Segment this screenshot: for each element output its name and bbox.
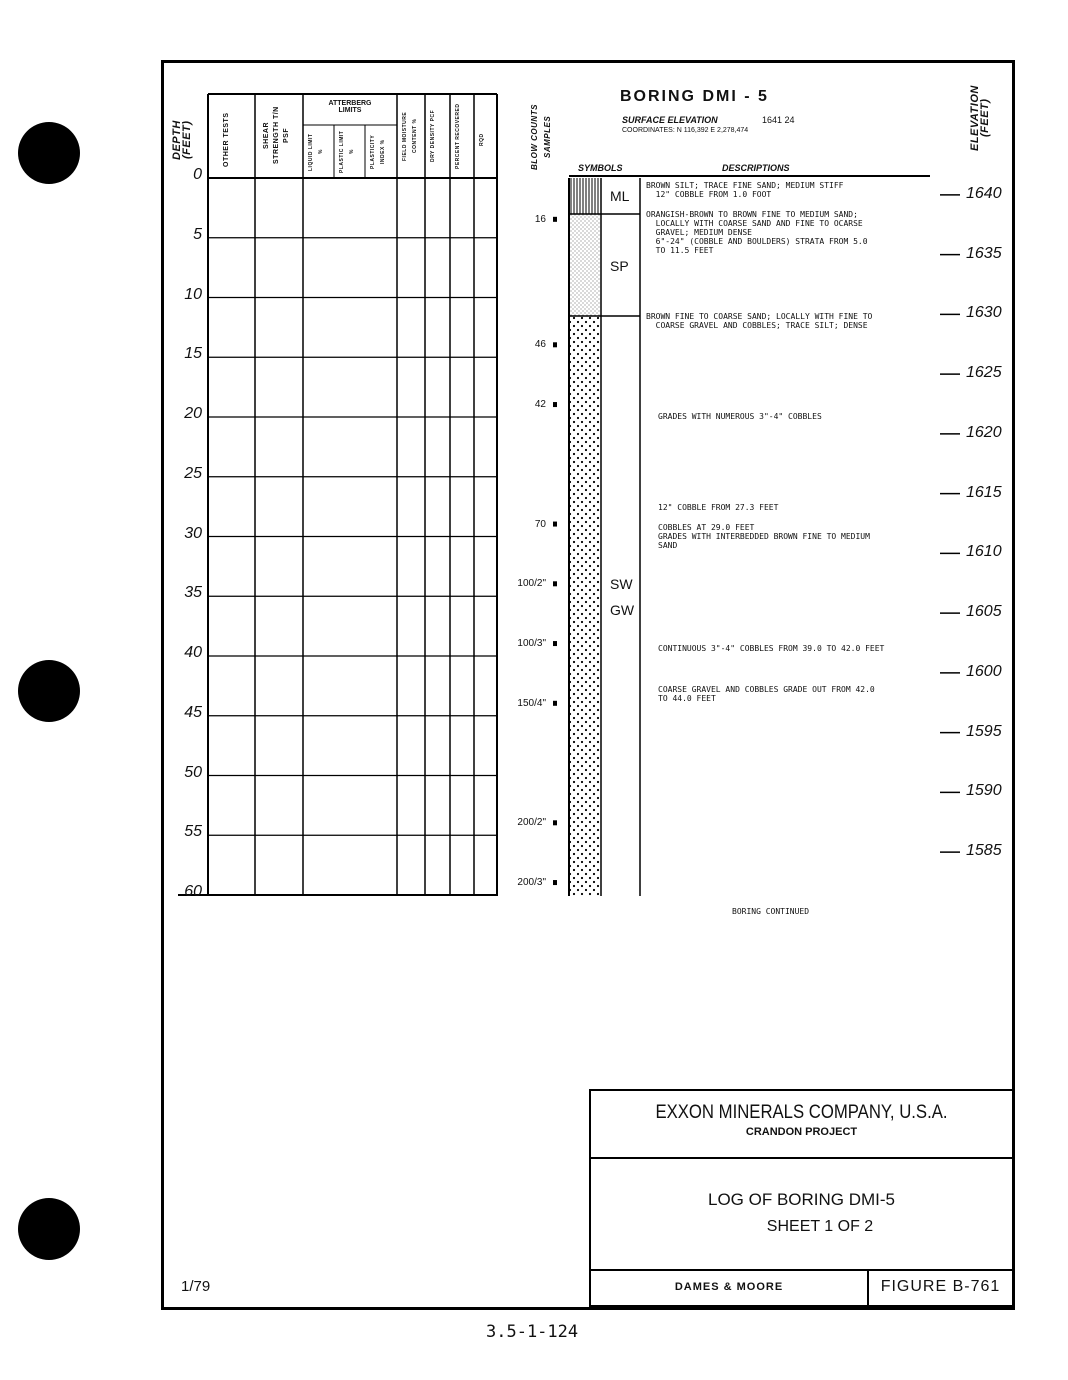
percent-recovered-header: PERCENT RECOVERED (455, 103, 461, 169)
sample-mark (553, 820, 557, 825)
sample-mark (553, 581, 557, 586)
project-name: CRANDON PROJECT (745, 1126, 858, 1138)
atterberg-header: ATTERBERG LIMITS (328, 100, 372, 114)
sp-pattern (569, 214, 601, 316)
dry-density-header: DRY DENSITY PCF (430, 109, 436, 163)
blow-counts-header: BLOW COUNTS (530, 104, 539, 170)
depth-label: 55 (184, 823, 202, 841)
description-continuous: CONTINUOUS 3"-4" COBBLES FROM 39.0 TO 42.0 FEET (658, 644, 885, 653)
sample-mark (553, 217, 557, 222)
description-cobble-273: 12" COBBLE FROM 27.3 FEET (658, 503, 779, 512)
depth-label: 5 (193, 225, 202, 243)
coordinates: COORDINATES: N 116,392 E 2,278,474 (622, 127, 749, 134)
shear-strength-header: SHEAR STRENGTH T/N PSF (263, 106, 290, 164)
sheet-number: SHEET 1 OF 2 (766, 1218, 874, 1235)
sw-gw-pattern (569, 316, 601, 896)
liquid-limit-header: LIQUID LIMIT % (308, 133, 324, 171)
elevation-label: 1600 (966, 662, 1002, 680)
sample-mark (553, 342, 557, 347)
description-sp: ORANGISH-BROWN TO BROWN FINE TO MEDIUM SAND; LOCALLY WITH COARSE SAND AND FINE TO OCARSE GRAVEL; MEDIUM DENSE 6"-24" (COBBLE AND BOULDERS) STRATA FROM 5.0 TO 11.5 FEET (646, 210, 868, 255)
descriptions-header: DESCRIPTIONS (722, 163, 790, 173)
description-cobbles: GRADES WITH NUMEROUS 3"-4" COBBLES (658, 412, 822, 421)
blow-count: 42 (534, 399, 546, 411)
plasticity-index-header: PLASTICITY INDEX % (370, 134, 386, 170)
blow-count: 150/4" (517, 697, 546, 709)
symbol-ml: ML (610, 188, 630, 204)
description-sw: BROWN FINE TO COARSE SAND; LOCALLY WITH FINE TO COARSE GRAVEL AND COBBLES; TRACE SILT; DENSE (646, 312, 873, 330)
depth-label: 10 (184, 285, 202, 303)
elevation-header: ELEVATION (FEET) (969, 85, 991, 151)
blow-count: 16 (534, 213, 546, 225)
company-name: EXXON MINERALS COMPANY, U.S.A. (655, 1102, 948, 1123)
elevation-label: 1615 (966, 483, 1002, 501)
rqd-header: RQD (479, 133, 485, 147)
depth-label: 35 (184, 584, 202, 602)
elevation-label: 1590 (966, 782, 1002, 800)
figure-number: FIGURE B-761 (880, 1278, 1001, 1295)
ml-pattern (569, 178, 601, 214)
blow-count: 200/3" (517, 877, 546, 889)
description-cobbles-290: COBBLES AT 29.0 FEET GRADES WITH INTERBEDDED BROWN FINE TO MEDIUM SAND (658, 523, 870, 550)
log-title: LOG OF BORING DMI-5 (707, 1190, 896, 1209)
surface-elevation-label: SURFACE ELEVATION (622, 115, 718, 125)
elevation-label: 1620 (966, 423, 1002, 441)
samples-header: SAMPLES (543, 115, 552, 159)
sample-mark (553, 522, 557, 527)
depth-label: 45 (184, 703, 202, 721)
blow-count: 200/2" (517, 817, 546, 829)
sample-mark (553, 880, 557, 885)
description-grade-out: COARSE GRAVEL AND COBBLES GRADE OUT FROM 42.0 TO 44.0 FEET (658, 685, 875, 703)
plastic-limit-header: PLASTIC LIMIT % (339, 130, 355, 174)
blow-count: 46 (534, 339, 546, 351)
elevation-label: 1595 (966, 722, 1002, 740)
depth-label: 30 (184, 524, 202, 542)
depth-label: 0 (193, 166, 202, 183)
elevation-label: 1640 (966, 184, 1002, 202)
symbols-header: SYMBOLS (578, 163, 623, 173)
elevation-label: 1610 (966, 543, 1002, 561)
depth-label: 15 (184, 345, 202, 363)
symbol-sw: SW (610, 576, 633, 592)
firm-name: DAMES & MOORE (674, 1281, 784, 1293)
depth-label: 60 (184, 883, 202, 900)
sample-mark (553, 641, 557, 646)
field-moisture-header: FIELD MOISTURE CONTENT % (402, 111, 418, 161)
blow-count: 100/3" (517, 638, 546, 650)
blow-count: 100/2" (517, 578, 546, 590)
page-number: 3.5-1-124 (486, 1322, 579, 1342)
depth-label: 20 (184, 405, 202, 422)
surface-elevation-value: 1641 24 (762, 115, 795, 125)
elevation-label: 1635 (966, 244, 1002, 262)
other-tests-header: OTHER TESTS (223, 112, 230, 168)
boring-title: BORING DMI - 5 (620, 88, 769, 105)
symbol-gw: GW (610, 602, 635, 618)
symbol-sp: SP (610, 258, 629, 274)
elevation-label: 1585 (966, 842, 1002, 860)
sample-mark (553, 701, 557, 706)
sample-mark (553, 402, 557, 407)
description-ml: BROWN SILT; TRACE FINE SAND; MEDIUM STIFF 12" COBBLE FROM 1.0 FOOT (646, 181, 844, 199)
elevation-label: 1605 (966, 603, 1002, 621)
depth-label: 25 (184, 464, 202, 482)
elevation-label: 1625 (966, 364, 1002, 382)
depth-label: 40 (184, 644, 202, 661)
blow-count: 70 (534, 518, 546, 530)
depth-header: DEPTH (FEET) (171, 120, 193, 160)
boring-continued: BORING CONTINUED (732, 907, 810, 916)
elevation-label: 1630 (966, 304, 1002, 322)
date: 1/79 (181, 1278, 211, 1295)
depth-label: 50 (184, 763, 202, 781)
